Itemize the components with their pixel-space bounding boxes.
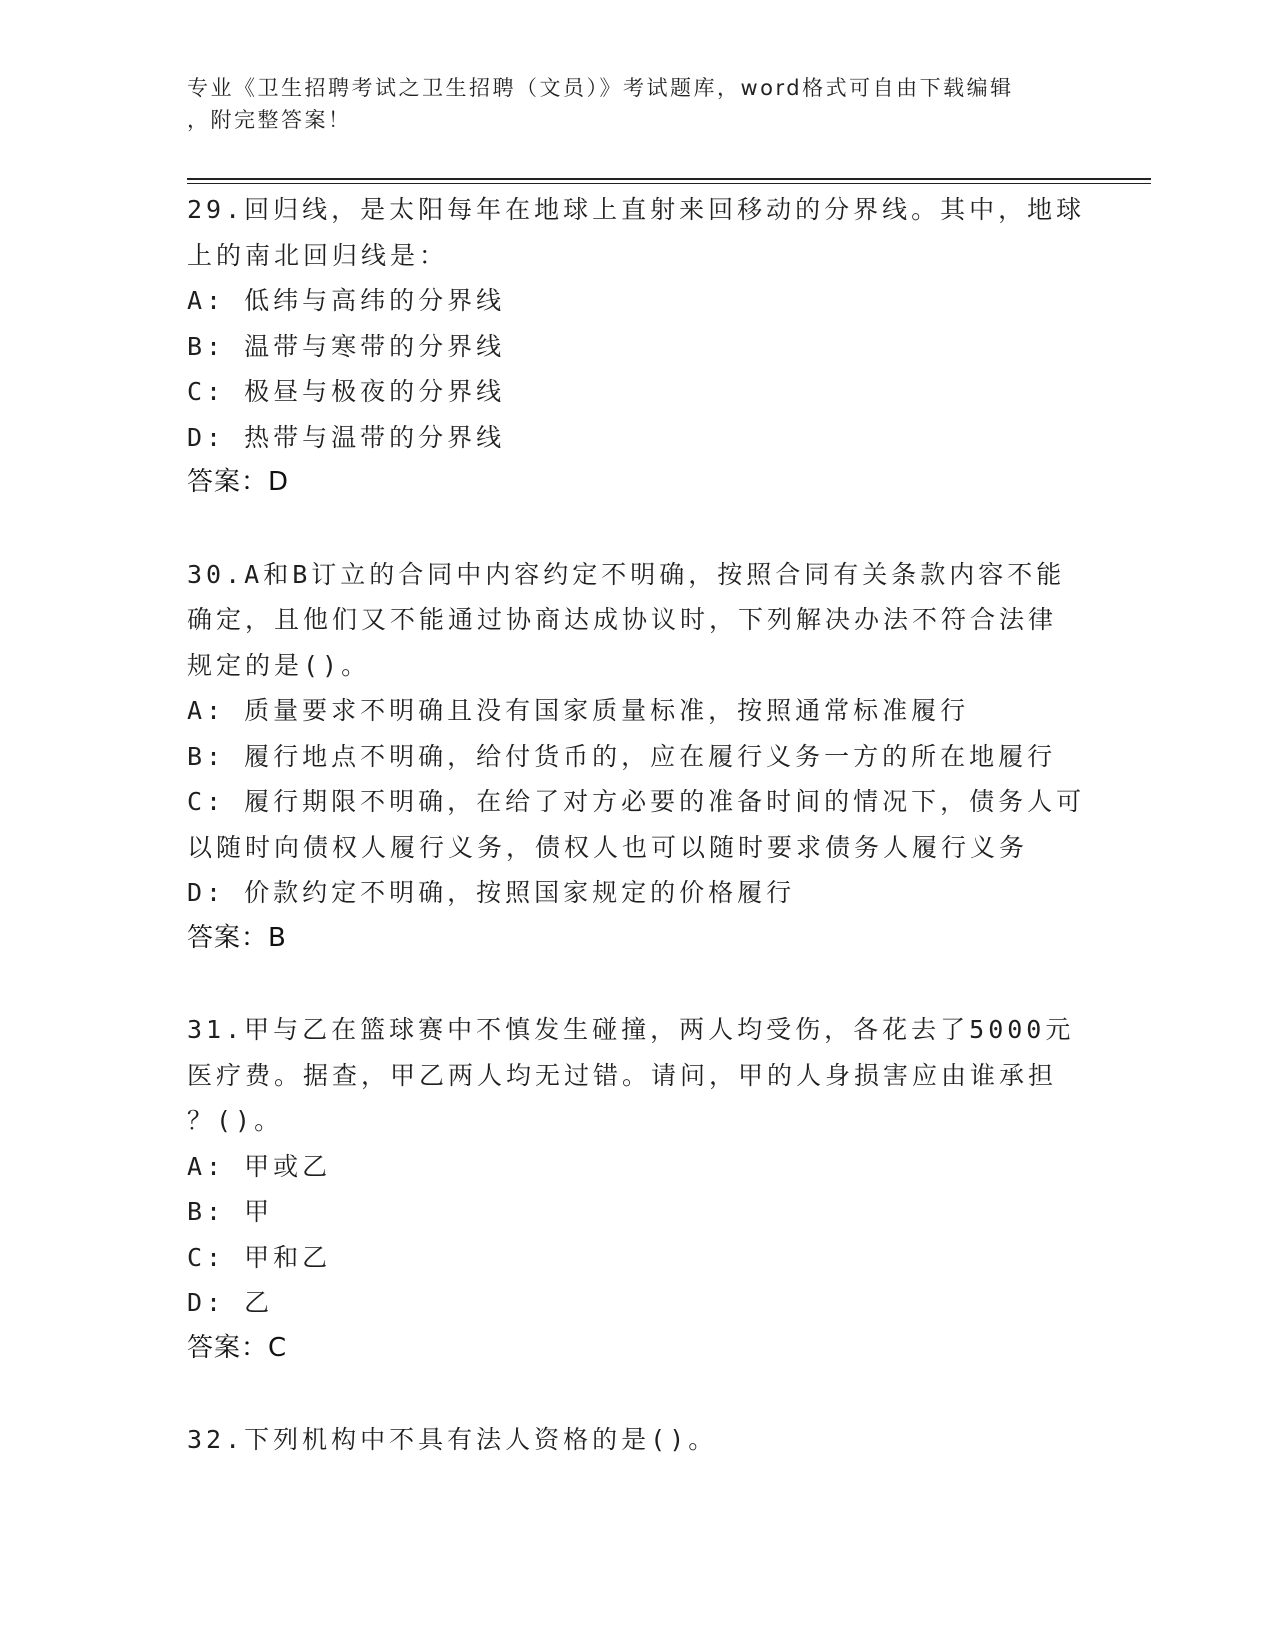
question-stem-line: 32.下列机构中不具有法人资格的是()。 bbox=[187, 1425, 718, 1454]
option-d: D: 价款约定不明确，按照国家规定的价格履行 bbox=[187, 878, 796, 907]
option-c: C: 履行期限不明确，在给了对方必要的准备时间的情况下，债务人可 bbox=[187, 787, 1086, 816]
question-30 bbox=[187, 552, 1087, 962]
option-b: B: 温带与寒带的分界线 bbox=[187, 331, 506, 361]
question-stem-line: ？()。 bbox=[187, 1106, 284, 1135]
option-c: C: 甲和乙 bbox=[187, 1242, 332, 1272]
question-29 bbox=[187, 187, 1087, 506]
option-b: B: 履行地点不明确，给付货币的，应在履行义务一方的所在地履行 bbox=[187, 741, 1057, 771]
header-line-1: 专业《卫生招聘考试之卫生招聘（文员）》考试题库，word格式可自由下载编辑 bbox=[187, 76, 1014, 100]
option-b: B: 甲 bbox=[187, 1197, 274, 1226]
question-stem-line: 上的南北回归线是： bbox=[187, 240, 449, 270]
answer-label: 答案：B bbox=[187, 922, 287, 953]
header-line-2: ，附完整答案！ bbox=[187, 108, 352, 132]
question-stem-line: 31.甲与乙在篮球赛中不慎发生碰撞，两人均受伤，各花去了5000元 bbox=[187, 1015, 1075, 1044]
answer-label: 答案：D bbox=[187, 467, 290, 497]
question-stem-line: 29.回归线，是太阳每年在地球上直射来回移动的分界线。其中，地球 bbox=[187, 195, 1086, 224]
option-a: A: 低纬与高纬的分界线 bbox=[187, 286, 506, 315]
option-d: D: 乙 bbox=[187, 1288, 274, 1317]
question-stem-line: 30.A和B订立的合同中内容约定不明确，按照合同有关条款内容不能 bbox=[187, 559, 1066, 589]
option-c: C: 极昼与极夜的分界线 bbox=[187, 377, 506, 406]
question-32 bbox=[187, 1417, 1087, 1463]
question-stem-line: 医疗费。据查，甲乙两人均无过错。请问，甲的人身损害应由谁承担 bbox=[187, 1060, 1058, 1090]
option-a: A: 质量要求不明确且没有国家质量标准，按照通常标准履行 bbox=[187, 696, 970, 725]
document-header bbox=[187, 72, 1067, 136]
question-stem-line: 确定，且他们又不能通过协商达成协议时，下列解决办法不符合法律 bbox=[187, 605, 1058, 634]
header-divider-thick bbox=[187, 178, 1151, 180]
answer-label: 答案：C bbox=[187, 1332, 288, 1363]
header-divider-thin bbox=[187, 183, 1151, 184]
option-c-continued: 以随时向债权人履行义务，债权人也可以随时要求债务人履行义务 bbox=[187, 832, 1029, 862]
question-31 bbox=[187, 1007, 1087, 1371]
option-d: D: 热带与温带的分界线 bbox=[187, 422, 506, 452]
question-list bbox=[187, 187, 1087, 1509]
option-a: A: 甲或乙 bbox=[187, 1151, 332, 1181]
question-stem-line: 规定的是()。 bbox=[187, 650, 371, 680]
